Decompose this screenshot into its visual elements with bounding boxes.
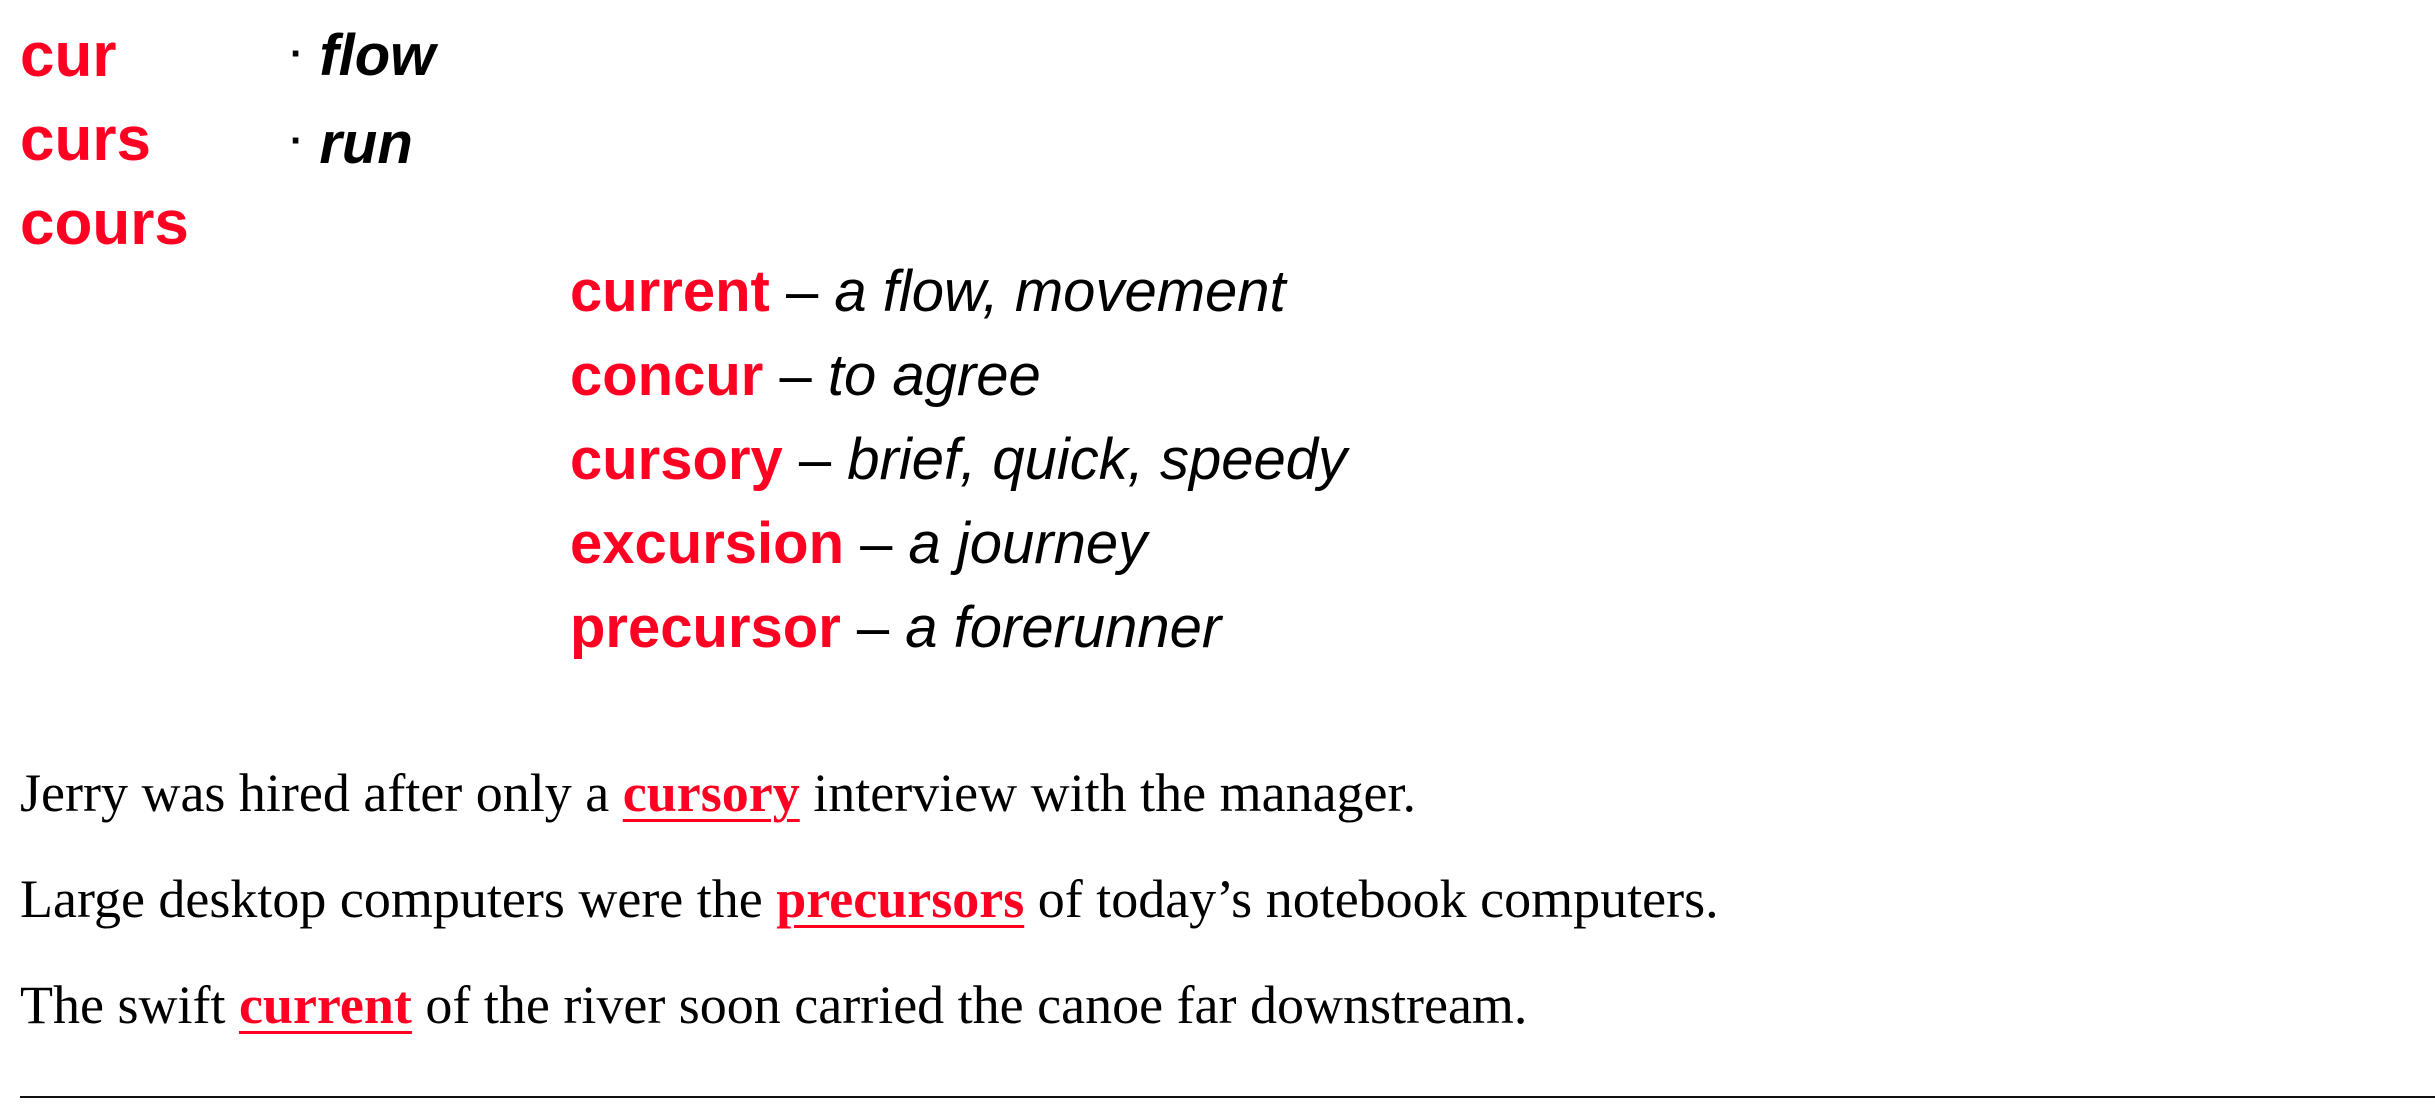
example-sentence (20, 846, 1719, 952)
example-sentences (20, 740, 1719, 1058)
example-sentence (20, 740, 1719, 846)
sentence-target-word: cursory (622, 763, 800, 823)
vocab-entry-current (570, 250, 1347, 334)
vocab-definition: a journey (908, 511, 1148, 576)
vocab-entry-excursion (570, 502, 1347, 586)
vocab-dash: – (844, 511, 909, 576)
vocab-definition: brief, quick, speedy (847, 427, 1347, 492)
vocab-word: current (570, 259, 770, 324)
vocab-word: precursor (570, 595, 841, 660)
sentence-text-after: of the river soon carried the canoe far downstream. (411, 975, 1528, 1035)
root-list (20, 14, 189, 266)
vocab-dash: – (840, 595, 906, 660)
vocab-entry-concur (570, 334, 1347, 418)
meaning-flow: flow (319, 23, 436, 88)
bullet-icon: · (290, 31, 304, 76)
sentence-text-before: Jerry was hired after only a (20, 763, 623, 823)
vocab-word: excursion (570, 511, 844, 576)
root-curs: curs (20, 105, 151, 174)
vocab-word: cursory (570, 427, 783, 492)
sentence-text-before: Large desktop computers were the (20, 869, 777, 929)
sentence-text-after: interview with the manager. (799, 763, 1417, 823)
bullet-icon: · (290, 119, 304, 164)
vocab-definition: to agree (827, 343, 1041, 408)
sentence-target-word: current (238, 975, 412, 1035)
sentence-text-after: of today’s notebook computers. (1024, 869, 1719, 929)
meaning-item (290, 102, 435, 190)
meaning-item (290, 14, 435, 102)
vocab-entry-cursory (570, 418, 1347, 502)
root-cur: cur (20, 21, 117, 90)
root-meanings (290, 14, 435, 189)
meaning-run: run (319, 110, 413, 176)
example-sentence (20, 952, 1719, 1058)
vocab-entry-precursor (570, 586, 1347, 670)
vocab-definition: a forerunner (905, 595, 1222, 660)
vocab-dash: – (763, 343, 828, 408)
sentence-text-before: The swift (20, 975, 239, 1035)
root-cours: cours (20, 189, 189, 258)
vocab-dash: – (769, 259, 835, 324)
vocab-dash: – (782, 427, 848, 492)
sentence-target-word: precursors (776, 869, 1025, 929)
vocab-word: concur (570, 343, 764, 408)
bottom-divider (20, 1096, 2435, 1098)
vocabulary-list (570, 250, 1347, 670)
vocab-definition: a flow, movement (834, 259, 1286, 324)
